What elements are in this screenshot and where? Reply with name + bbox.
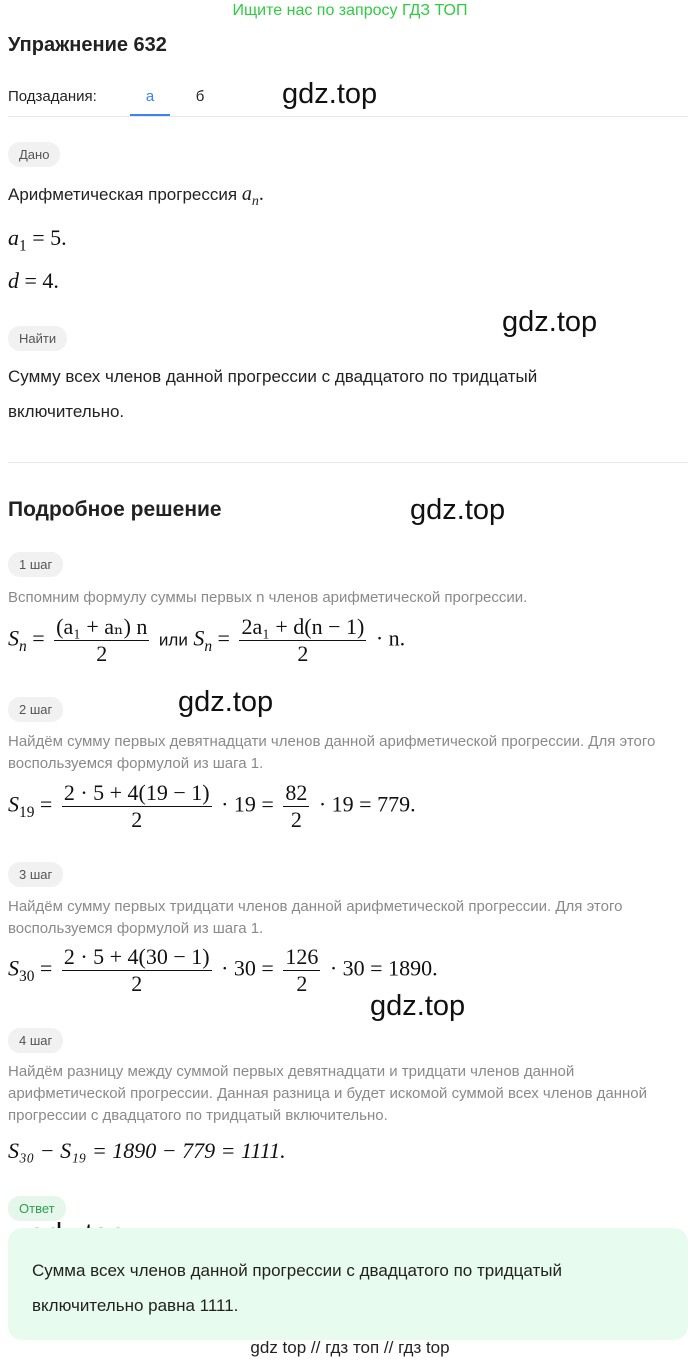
watermark: gdz.top: [410, 494, 506, 526]
find-pill: Найти: [8, 326, 67, 351]
find-line-2: включительно.: [8, 402, 125, 421]
step-2-formula: $S_{19}$ = $\frac{2 \cdot 5 + 4(19 - 1)}{2}$ · 19 = $\frac{82}{2}$ · 19 = 779.: [8, 780, 416, 832]
step-3-pill: 3 шаг: [8, 862, 63, 887]
exercise-title: Упражнение 632: [8, 34, 167, 56]
step-1-formula: $S_n$ = $\frac{\text{(a₁ + aₙ) n}}{2}$ или $S_n$ = $\frac{\text{2a₁ + d(n − 1)}}{2}$ · n.: [8, 614, 406, 666]
divider: [8, 116, 688, 117]
find-line-1: Сумму всех членов данной прогрессии с двадцатого по тридцатый: [8, 367, 538, 386]
step-2-text: Найдём сумму первых девятнадцати членов данной арифметической прогрессии. Для этого воспользуемся формулой из шага 1.: [8, 733, 656, 772]
step-2-pill: 2 шаг: [8, 697, 63, 722]
step-3-text: Найдём сумму первых тридцати членов данной арифметической прогрессии. Для этого воспользуемся формулой из шага 1.: [8, 898, 623, 937]
answer-pill: Ответ: [8, 1196, 66, 1221]
step-4-formula: S₃₀ − S₁₉ = 1890 − 779 = 1111.: [8, 1138, 286, 1163]
step-4-text: Найдём разницу между суммой первых девятнадцати и тридцати членов данной арифметической прогрессии. Данная разница и будет искомой суммой всех членов данной прогрессии с двадцатого по тридцатый включительно.: [8, 1063, 647, 1124]
search-banner: Ищите нас по запросу ГДЗ ТОП: [232, 2, 468, 19]
watermark: gdz.top: [370, 990, 466, 1022]
step-3-formula: $S_{30}$ = $\frac{2 \cdot 5 + 4(30 - 1)}{2}$ · 30 = $\frac{126}{2}$ · 30 = 1890.: [8, 944, 438, 996]
step-4-pill: 4 шаг: [8, 1028, 63, 1053]
watermark: gdz.top: [502, 306, 598, 338]
subtasks-label: Подзадания:: [8, 88, 97, 105]
step-1-text: Вспомним формулу суммы первых n членов арифметической прогрессии.: [8, 589, 528, 606]
answer-line-2: включительно равна 1111.: [32, 1296, 239, 1315]
step-1-pill: 1 шаг: [8, 552, 63, 577]
given-d: d = 4.: [8, 268, 59, 293]
divider: [8, 462, 688, 463]
watermark: gdz.top: [178, 686, 274, 718]
given-line-progression: Арифметическая прогрессия $a_n$.: [8, 183, 264, 209]
footer-links[interactable]: gdz top // гдз топ // гдз top: [250, 1338, 450, 1357]
solution-title: Подробное решение: [8, 498, 222, 521]
answer-box: [8, 1228, 688, 1340]
given-pill: Дано: [8, 142, 60, 167]
given-a1: $a_1 = 5$.: [8, 225, 67, 255]
subtask-tab-b[interactable]: б: [195, 88, 205, 105]
watermark: gdz.top: [282, 78, 378, 110]
answer-line-1: Сумма всех членов данной прогрессии с двадцатого по тридцатый: [32, 1261, 562, 1280]
subtask-tab-a[interactable]: а: [145, 88, 155, 105]
